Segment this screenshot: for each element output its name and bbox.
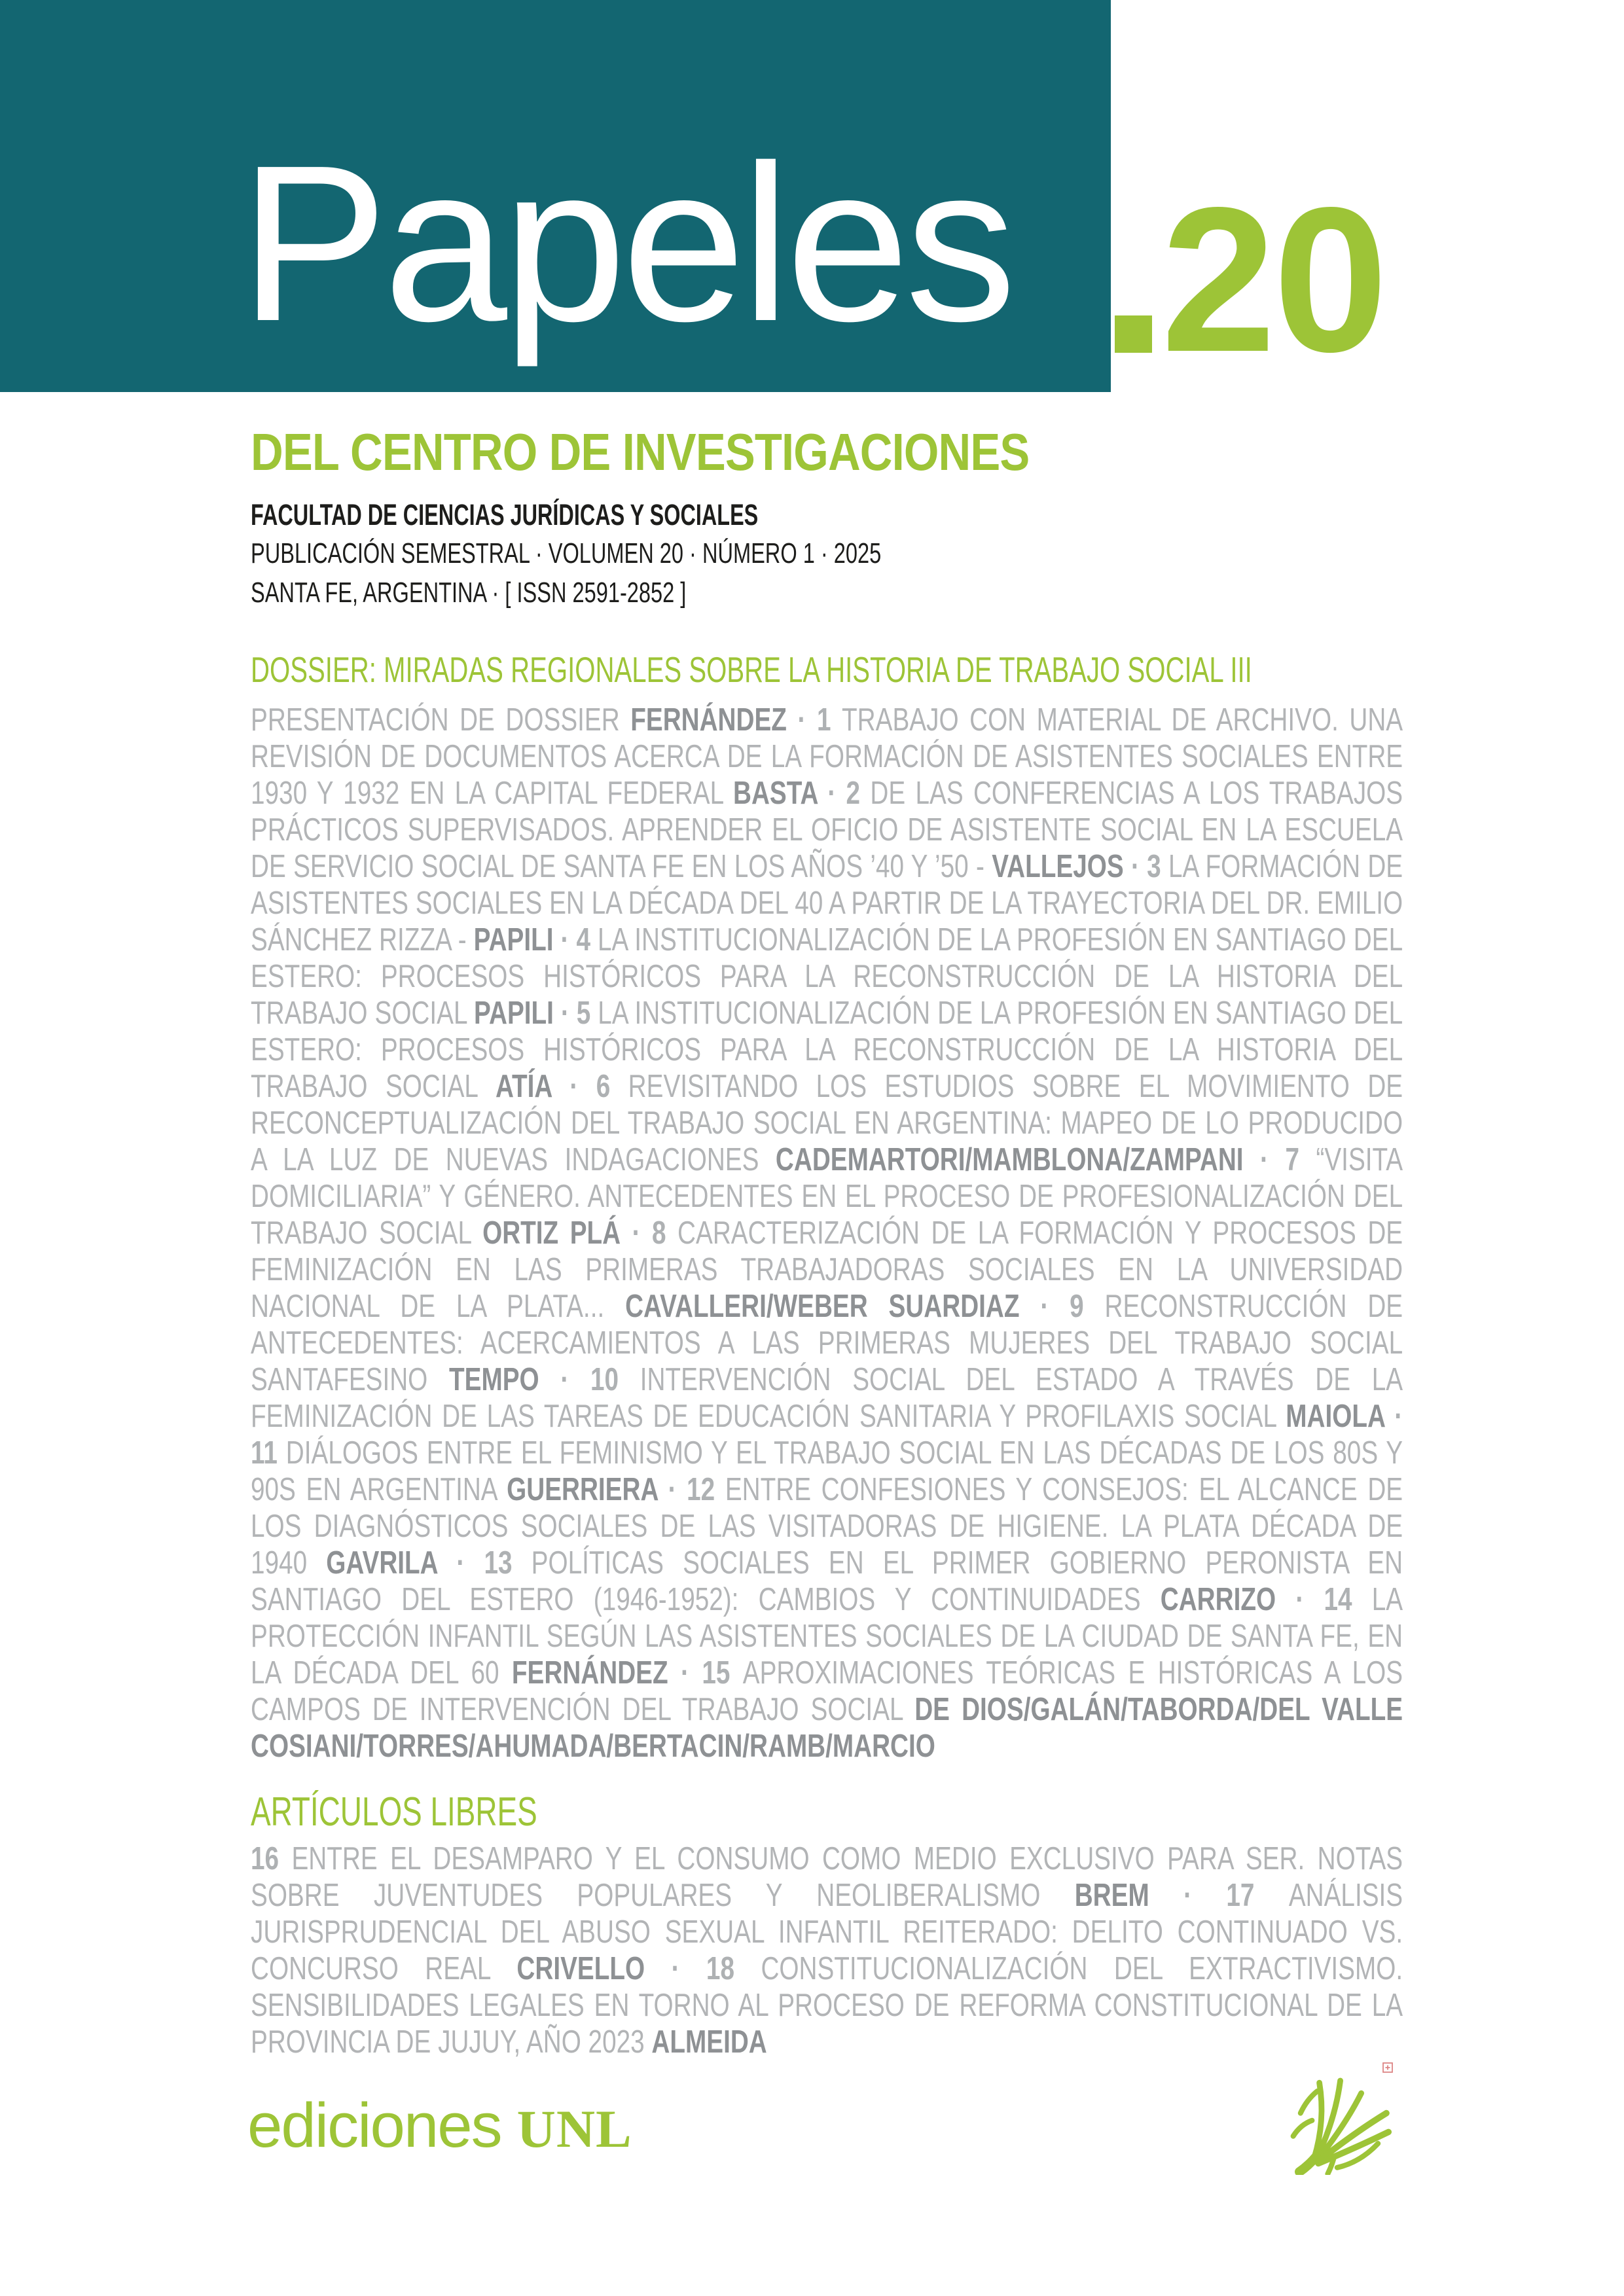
author-name: ORTIZ PLÁ [482,1215,621,1251]
contents-text: DE LAS CONFERENCIAS A LOS TRABAJOS PRÁCTICOS SUPERVISADOS. APRENDER EL OFICIO DE ASISTENTE SOCIAL EN LA ESCUELA DE SERVICIO SOCIAL DE SANTA FE EN LOS AÑOS ’40 Y ’50 - [251,776,1403,884]
contents-text: APROXIMACIONES TEÓRICAS E HISTÓRICAS A LOS CAMPOS DE INTERVENCIÓN DEL TRABAJO SOCIAL [251,1655,1403,1727]
author-name: CADEMARTORI/MAMBLONA/ZAMPANI [775,1142,1244,1177]
author-name: CRIVELLO [516,1951,645,1986]
contents-text: ENTRE CONFESIONES Y CONSEJOS: EL ALCANCE DE LOS DIAGNÓSTICOS SOCIALES DE LAS VISITADORAS DE HIGIENE. LA PLATA DÉCADA DE 1940 [251,1472,1403,1581]
contents-text: DIÁLOGOS ENTRE EL FEMINISMO Y EL TRABAJO SOCIAL EN LAS DÉCADAS DE LOS 80S Y 90S EN ARGENTINA [251,1435,1403,1507]
author-name: PAPILI [474,996,554,1031]
issn-line: SANTA FE, ARGENTINA · [ ISSN 2591-2852 ] [251,577,687,609]
publisher-name: ediciones [247,2090,501,2161]
article-number: · 18 [645,1951,761,1986]
contents-text: LA INSTITUCIONALIZACIÓN DE LA PROFESIÓN EN SANTIAGO DEL ESTERO: PROCESOS HISTÓRICOS PARA LA RECONSTRUCCIÓN DE LA HISTORIA DEL TRABAJO SOCIAL [251,922,1403,1031]
contents-text: LA FORMACIÓN DE ASISTENTES SOCIALES EN LA DÉCADA DEL 40 A PARTIR DE LA TRAYECTORIA DEL DR. EMILIO SÁNCHEZ RIZZA - [251,849,1403,958]
article-number: · 7 [1243,1142,1316,1177]
article-number: · 10 [539,1362,640,1397]
article-number: · 11 [251,1399,1403,1471]
dossier-contents [251,702,1403,1765]
contents-text: ENTRE EL DESAMPARO Y EL CONSUMO COMO MEDIO EXCLUSIVO PARA SER. NOTAS SOBRE JUVENTUDES POPULARES Y NEOLIBERALISMO [251,1841,1403,1913]
journal-subtitle: DEL CENTRO DE INVESTIGACIONES [251,423,1030,481]
issue-number: 20 [1161,164,1386,395]
author-name: GUERRIERA [507,1472,658,1507]
contents-text: “VISITA DOMICILIARIA” Y GÉNERO. ANTECEDENTES EN EL PROCESO DE PROFESIONALIZACIÓN DEL TRABAJO SOCIAL [251,1142,1403,1251]
article-number: · 15 [668,1655,743,1691]
articles-contents [251,1840,1403,2060]
author-name: ATÍA [495,1069,552,1104]
article-number: · 5 [553,996,598,1031]
contents-text: LA PROTECCIÓN INFANTIL SEGÚN LAS ASISTENTES SOCIALES DE LA CIUDAD DE SANTA FE, EN LA DÉCADA DEL 60 [251,1582,1403,1691]
contents-text: POLÍTICAS SOCIALES EN EL PRIMER GOBIERNO PERONISTA EN SANTIAGO DEL ESTERO (1946-1952): CAMBIOS Y CONTINUIDADES [251,1545,1403,1617]
author-name: PAPILI [473,922,554,958]
author-name: BREM [1074,1878,1149,1913]
faculty-line: FACULTAD DE CIENCIAS JURÍDICAS Y SOCIALES [251,498,759,531]
article-number: · 8 [621,1215,678,1251]
author-name: MAIOLA [1286,1399,1385,1434]
article-number: · 6 [551,1069,628,1104]
article-number: · 4 [553,922,598,958]
publication-line: PUBLICACIÓN SEMESTRAL · VOLUMEN 20 · NÚMERO 1 · 2025 [251,537,882,569]
unl-plant-icon [1287,2070,1392,2175]
article-number: · 9 [1019,1289,1105,1324]
publisher-logo [247,2090,632,2161]
contents-text: REVISITANDO LOS ESTUDIOS SOBRE EL MOVIMIENTO DE RECONCEPTUALIZACIÓN DEL TRABAJO SOCIAL EN ARGENTINA: MAPEO DE LO PRODUCIDO A LA LUZ DE NUEVAS INDAGACIONES [251,1069,1403,1177]
author-name: CAVALLERI/WEBER SUARDIAZ [625,1289,1020,1324]
author-name: GAVRILA [326,1545,438,1581]
contents-text: TRABAJO CON MATERIAL DE ARCHIVO. UNA REVISIÓN DE DOCUMENTOS ACERCA DE LA FORMACIÓN DE ASISTENTES SOCIALES ENTRE 1930 Y 1932 EN LA CAPITAL FEDERAL [251,702,1403,811]
article-number: · 2 [818,776,871,811]
contents-text: PRESENTACIÓN DE DOSSIER [251,702,631,738]
article-number: · 14 [1276,1582,1372,1617]
issue-dot [1115,315,1152,353]
author-name: FERNÁNDEZ [630,702,787,738]
article-number: · 13 [437,1545,532,1581]
articles-heading: ARTÍCULOS LIBRES [251,1789,537,1835]
dossier-heading: DOSSIER: MIRADAS REGIONALES SOBRE LA HISTORIA DE TRABAJO SOCIAL III [251,649,1252,690]
author-name: TEMPO [449,1362,539,1397]
author-name: DE DIOS/GALÁN/TABORDA/DEL VALLE COSIANI/TORRES/AHUMADA/BERTACIN/RAMB/MARCIO [251,1692,1403,1764]
article-number: · 17 [1149,1878,1289,1913]
contents-text: ANÁLISIS JURISPRUDENCIAL DEL ABUSO SEXUAL INFANTIL REITERADO: DELITO CONTINUADO VS. CONCURSO REAL [251,1878,1403,1986]
contents-text: CARACTERIZACIÓN DE LA FORMACIÓN Y PROCESOS DE FEMINIZACIÓN EN LAS PRIMERAS TRABAJADORAS SOCIALES EN LA UNIVERSIDAD NACIONAL DE LA PLATA... [251,1215,1403,1324]
contents-text: INTERVENCIÓN SOCIAL DEL ESTADO A TRAVÉS DE LA FEMINIZACIÓN DE LAS TAREAS DE EDUCACIÓN SANITARIA Y PROFILAXIS SOCIAL [251,1362,1403,1434]
author-name: BASTA [732,776,818,811]
article-number: · 1 [786,702,842,738]
author-name: FERNÁNDEZ [511,1655,668,1691]
contents-text: LA INSTITUCIONALIZACIÓN DE LA PROFESIÓN EN SANTIAGO DEL ESTERO: PROCESOS HISTÓRICOS PARA LA RECONSTRUCCIÓN DE LA HISTORIA DEL TRABAJO SOCIAL [251,996,1403,1104]
publisher-acronym: UNL [516,2099,632,2159]
contents-text: RECONSTRUCCIÓN DE ANTECEDENTES: ACERCAMIENTOS A LAS PRIMERAS MUJERES DEL TRABAJO SOCIAL SANTAFESINO [251,1289,1403,1397]
author-name: CARRIZO [1160,1582,1276,1617]
article-number: · 12 [657,1472,725,1507]
article-number: · 3 [1123,849,1168,884]
contents-text: CONSTITUCIONALIZACIÓN DEL EXTRACTIVISMO. SENSIBILIDADES LEGALES EN TORNO AL PROCESO DE REFORMA CONSTITUCIONAL DE LA PROVINCIA DE JUJUY, AÑO 2023 [251,1951,1403,2060]
author-name: ALMEIDA [651,2024,767,2060]
author-name: VALLEJOS [992,849,1124,884]
article-number: 16 [251,1841,292,1876]
journal-title: Papeles [240,119,1012,368]
plus-box-icon [1382,2062,1393,2073]
